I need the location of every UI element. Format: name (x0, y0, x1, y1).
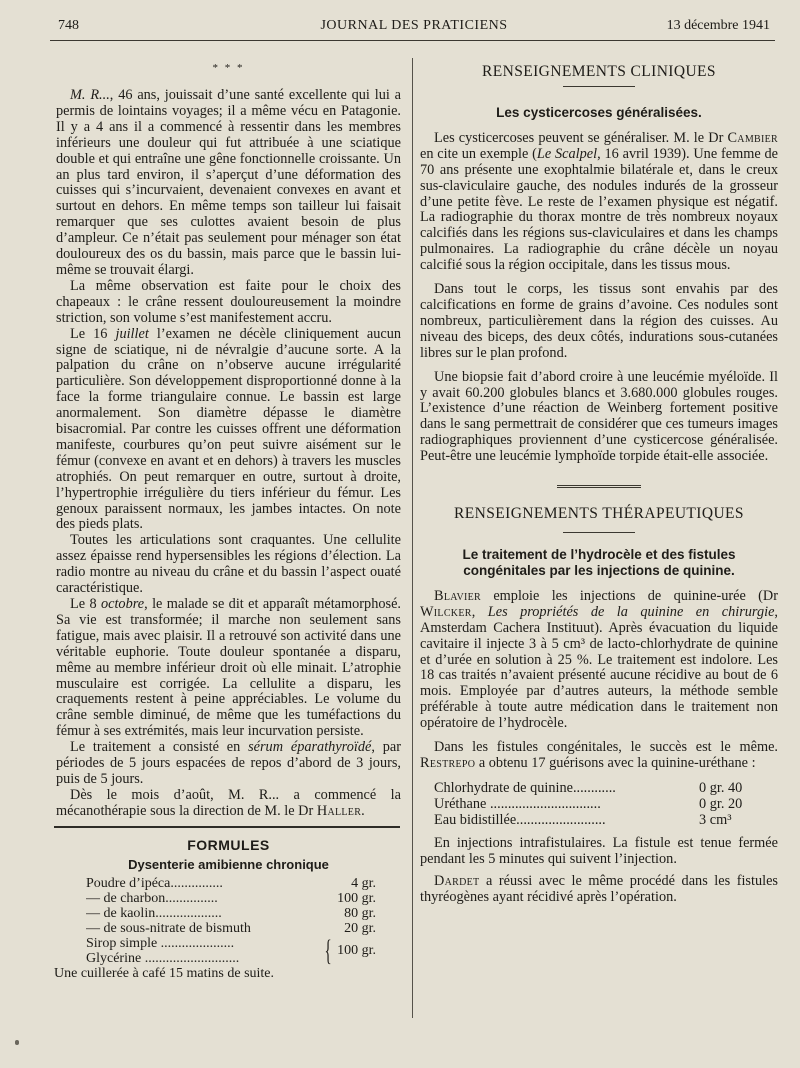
recipe-ingredient: — de kaolin................... (86, 905, 222, 921)
journal-title: JOURNAL DES PRATICIENS (320, 18, 508, 33)
recipe-ingredient: — de charbon............... (86, 890, 218, 906)
paragraph-text: Le 8 (70, 596, 101, 612)
ingredient-name: Eau bidistillée......................... (434, 811, 606, 828)
recipe-ingredient: Glycérine ........................... (86, 950, 240, 966)
paragraph-text: l’examen ne décèle cliniquement aucun signe de sciatique, ni de névralgie d’aucune sorte. A la palpation du crâne on n’observe aucune irrégularité particulière. Son développement disproportionné donne à la face la forme triangulaire connue. Le bassin est large anormalement. Son diamètre dépasse le diamètre bisacromial. Par contre les cuisses offrent une déformation manifeste, courbures qu’on peut suivre aisément sur le fémur (convexe en avant et en dehors) à travers les muscles atrophiés. On peut remarquer en outre, surtout à droite, l’hypertrophie irrégulière du tiers inférieur du fémur. Les genoux paraissent normaux, les jambes intactes. On note des pieds plats. (56, 325, 401, 533)
paragraph: Toutes les articulations sont craquantes. Une cellulite assez épaisse rend hypersensibles les régions d’élection. La radio montre au niveau du crâne et du bassin l’aspect ouaté caractéristique. (56, 532, 401, 597)
recipe-ingredient: Sirop simple ..................... (86, 935, 235, 951)
paragraph-text: Dans les fistules congénitales, le succès est le même. (434, 739, 778, 756)
paragraph-text: a réussi avec le même procédé dans les fistules thyréogènes ayant récidivé après l’opération. (420, 872, 778, 905)
scan-dot (15, 1040, 19, 1045)
date-italic: octobre (100, 596, 145, 612)
paragraph (56, 788, 401, 820)
header-rule (50, 40, 775, 41)
page-number: 748 (58, 18, 79, 33)
section-rule (563, 532, 635, 533)
author-name: Blavier (434, 587, 482, 604)
left-column (56, 64, 401, 981)
date-italic: juillet (115, 325, 149, 342)
doctor-name: Cambier (727, 129, 778, 146)
recipe-ingredient: Poudre d’ipéca............... (86, 875, 223, 891)
author-name: Dardet (434, 872, 480, 889)
recipe-row (86, 891, 376, 906)
paragraph-text: Le traitement a consisté en (70, 739, 249, 756)
ingredient-quantity: 0 gr. 20 (699, 795, 743, 812)
doctor-name: Wilcker (420, 603, 472, 620)
serum-name: sérum éparathyroïdé (248, 739, 372, 756)
recipe-row (86, 921, 376, 936)
article-title-cysticercoses: Les cysticercoses généralisées. (496, 104, 702, 120)
punctuation: , (471, 603, 488, 620)
section-title-therapeutiques: RENSEIGNEMENTS THÉRAPEUTIQUES (454, 505, 744, 523)
author-name: Restrepo (420, 755, 476, 771)
paragraph-text: a obtenu 17 guérisons avec la quinine-uréthane : (475, 755, 756, 771)
ingredient-row (434, 812, 774, 828)
recipe-brace-group (86, 933, 376, 967)
recipe-quantity: 100 gr. (337, 890, 376, 906)
brace-symbol: { (324, 933, 332, 967)
ingredient-quantity: 3 cm³ (699, 811, 732, 828)
recipe-row (86, 906, 376, 921)
section-title-cliniques: RENSEIGNEMENTS CLINIQUES (482, 63, 716, 80)
right-column (420, 64, 778, 906)
paragraph-text: , le malade se dit et apparaît métamorphosé. Sa vie est transformée; il marche non seulement sans fatigue, mais avec plaisir. Il a retrouvé son activité dans une véritable euphorie. Toute douleur spontanée a disparu, même au membre inférieur droit où elle minait. L’atrophie musculaire est corrigée. La cellulite a disparu, les craquements restent à peine appréciables. Le volume du crâne semble diminué, de même que les tuméfactions du fémur à ses extrémités, mais leur incurvation persiste. (56, 596, 401, 740)
article-title-hydrocele: Le traitement de l’hydrocèle et des fistules congénitales par les injections de quinine. (462, 546, 736, 578)
doctor-name: Haller (316, 802, 362, 819)
paragraph-text: , 16 avril 1939). Une femme de 70 ans présente une exophtalmie bilatérale et, dans le creux sus-claviculaire gauche, des nodules indurés de la grosseur d’une petite fève. Le reste de l’examen physique est négatif. La radiographie du thorax montre de très nombreux noyaux calcifiés dans les régions sus-claviculaires et dans les champs pulmonaires. La radiographie du crâne décèle un noyau calcifié sous la région occipitale, dans les tissus mous. (420, 145, 779, 274)
formules-subtitle: Dysenterie amibienne chronique (128, 856, 329, 872)
paragraph (56, 597, 401, 740)
book-title: Les propriétés de la quinine en chirurgie (487, 603, 775, 620)
paragraph-text: Le 16 (70, 325, 116, 342)
ingredient-quantity: 0 gr. 40 (699, 779, 743, 796)
recipe-quantity: 80 gr. (344, 905, 376, 921)
recipe-list (86, 876, 376, 966)
recipe-quantity: 4 gr. (351, 875, 376, 891)
paragraph (420, 740, 778, 772)
paragraph (56, 327, 401, 534)
section-rule (563, 86, 635, 87)
paragraph-text: Les cysticercoses peuvent se généraliser. M. le Dr (434, 129, 728, 146)
patient-name: M. R... (70, 87, 110, 103)
paragraph-text: , 46 ans, jouissait d’une santé excellente qui lui a permis de lointains voyages; il a même vécu en Patagonie. Il y a 4 ans il a commencé à ressentir dans les membres inférieurs une douleur qui fut attribuée à une sciatique double et qui entraîne une gêne fonctionnelle croissante. Un an plus tard environ, il s’aperçut d’une déformation des cuisses qui s’incurvaient, devenaient convexes en avant et surtout en dehors. En même temps son tailleur lui faisait remarquer que ses culottes avaient besoin de plus d’ampleur. Ce n’était pas seulement pour ménager son état douloureux des os du bassin, mais parce que le bassin lui-même se trouvait élargi. (56, 87, 402, 278)
brace-names (86, 936, 322, 966)
paragraph-text: , par périodes de 5 jours espacées de repos d’abord de 3 jours, puis de 5 jours. (56, 739, 401, 787)
paragraph-text: , Amsterdam Cachera Instituut). Après évacuation du liquide cavitaire il injecte 3 à 5 cm³ de lacto-chlorhydrate de quinine et d’urée en solution à 25 %. Le traitement est indolore. Les 18 cas traités n’avaient présenté aucune récidive au bout de 6 mois. Employée par d’autres auteurs, la méthode semble préférable à toute autre médication dans le traitement non opératoire de l’hydrocèle. (420, 603, 778, 732)
paragraph (420, 589, 778, 732)
paragraph (56, 740, 401, 788)
paragraph: En injections intrafistulaires. La fistule est tenue fermée pendant les 5 minutes qui suivent l’injection. (420, 834, 778, 867)
paragraph-text: en cite un exemple ( (420, 145, 537, 162)
journal-name: Le Scalpel (536, 145, 598, 162)
paragraph-text: emploie les injections de quinine-urée (Dr (481, 587, 778, 604)
recipe-instructions: Une cuillerée à café 15 matins de suite. (54, 965, 275, 981)
paragraph (420, 874, 778, 906)
recipe-ingredient: — de sous-nitrate de bismuth (86, 920, 251, 936)
page-header (58, 14, 770, 38)
paragraph: Une biopsie fait d’abord croire à une leucémie myéloïde. Il y avait 60.200 globules blancs et 3.680.000 globules rouges. L’existence d’une réaction de Weinberg fortement positive dans le sang permettrait de considérer que ces tumeurs images radiographiques proviennent d’une cysticercose généralisée. Peut-être une leucémie lymphoïde torpide était-elle associée. (420, 368, 778, 465)
paragraph: La même observation est faite pour le choix des chapeaux : le crâne ressent douloureusement la moindre striction, son volume s’est manifestement accru. (56, 277, 401, 326)
issue-date: 13 décembre 1941 (666, 18, 770, 33)
formules-rule (54, 826, 400, 828)
paragraph-text: Dès le mois d’août, M. R... a commencé la mécanothérapie sous la direction de M. le Dr (56, 786, 401, 819)
ingredient-list (434, 780, 774, 828)
column-divider (412, 58, 413, 1018)
recipe-row (86, 876, 376, 891)
paragraph (56, 88, 401, 279)
paragraph: Dans tout le corps, les tissus sont envahis par des calcifications en forme de grains d’avoine. Ces nodules sont nombreux, particulièrement dans la région des cuisses. Au niveau des biceps, des deux côtés, indurations sous-cutanées libres sur le plan profond. (420, 281, 778, 361)
ingredient-row (434, 780, 774, 796)
recipe-quantity: 20 gr. (344, 920, 376, 936)
punctuation: . (361, 802, 365, 819)
paragraph (420, 131, 778, 274)
double-rule (557, 485, 641, 490)
ingredient-name: Chlorhydrate de quinine............ (434, 779, 616, 796)
formules-title: FORMULES (187, 836, 270, 853)
recipe-quantity: 100 gr. (337, 943, 376, 958)
ingredient-row (434, 796, 774, 812)
ingredient-name: Uréthane ............................... (434, 795, 601, 812)
section-stars: * * * (212, 62, 245, 74)
